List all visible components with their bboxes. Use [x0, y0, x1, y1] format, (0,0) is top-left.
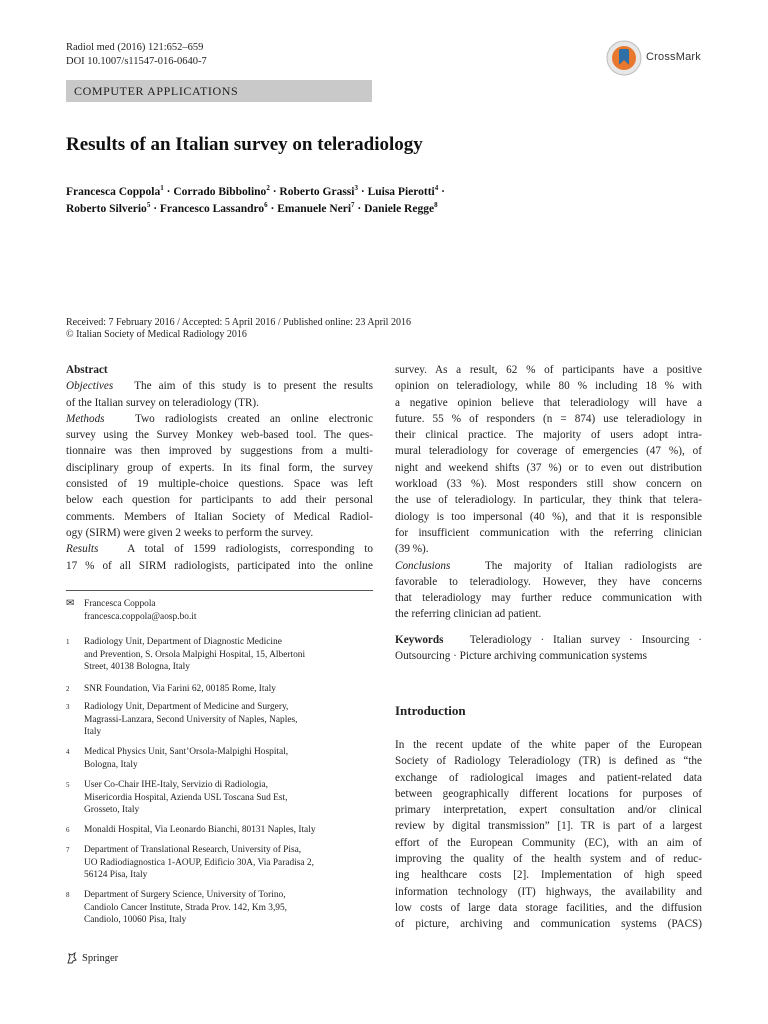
intro-line: Society of Radiology Teleradiology (TR) is defined as “the — [395, 755, 702, 768]
results-label: Results — [66, 543, 99, 556]
abstract-line: workload (33 %). Most responders still show concern on — [395, 478, 702, 491]
author-name[interactable]: Corrado Bibbolino — [173, 185, 267, 198]
author-line-2: Roberto Silverio$^5$ · Francesco Lassandro$^6$ · Emanuele Neri$^7$ · Daniele Regge$^8$ — [66, 201, 438, 215]
abstract-line: survey using the Survey Monkey web-based tool. The ques- — [66, 429, 373, 442]
correspondence-block — [66, 598, 373, 623]
author-name[interactable]: Luisa Pierotti — [367, 185, 435, 198]
abstract-line: disciplinary group of experts. In its final form, the survey — [66, 461, 373, 474]
author-name[interactable]: Francesco Lassandro — [159, 202, 265, 215]
abstract-line: a negative opinion believe that teleradiology will have a — [395, 396, 702, 409]
copyright-line: © Italian Society of Medical Radiology 2016 — [66, 329, 247, 340]
doi-line[interactable]: DOI 10.1007/s11547-016-0640-7 — [66, 56, 207, 67]
correspondence-email[interactable]: francesca.coppola@aosp.bo.it — [84, 611, 197, 622]
abstract-line: opinion on teleradiology, while 80 % including 18 % with — [395, 380, 702, 393]
journal-citation: Radiol med (2016) 121:652–659 — [66, 42, 204, 53]
abstract-line: tionnaire was then improved by suggestions from a multi- — [66, 445, 373, 458]
crossmark-label[interactable]: CrossMark — [646, 51, 701, 63]
author-name[interactable]: Roberto Grassi — [279, 185, 355, 198]
abstract-line: Methods Two radiologists created an online electronic — [66, 412, 373, 425]
abstract-line: below each question for participants to add their personal — [66, 494, 373, 507]
intro-line: review by digital transmission” [1]. TR is part of a largest — [395, 820, 702, 833]
abstract-line: 17 % of all SIRM radiologists, participated into the online — [66, 559, 373, 572]
intro-line: low costs of large data storage facilities, and the diffusion — [395, 901, 702, 914]
envelope-icon: ✉ — [66, 598, 75, 609]
abstract-line: that teleradiology may further reduce communication with — [395, 592, 702, 605]
springer-horse-icon — [66, 952, 78, 964]
abstract-line: their clinical practice. The majority of users adopt intra- — [395, 429, 702, 442]
abstract-line: mural teleradiology for coverage of emergencies (47 %), of — [395, 445, 702, 458]
crossmark-icon[interactable] — [606, 40, 642, 76]
article-title: Results of an Italian survey on teleradiology — [66, 134, 423, 155]
author-line-1: Francesca Coppola$^1$ · Corrado Bibbolino$^2$ · Roberto Grassi$^3$ · Luisa Pierotti$^4$ · — [66, 184, 445, 198]
intro-line: improving the quality of the health system and of reduc- — [395, 853, 702, 866]
author-name[interactable]: Francesca Coppola — [66, 185, 161, 198]
abstract-line: night and weekend shifts (37 %) or to even out distribution — [395, 461, 702, 474]
abstract-right-column — [395, 362, 702, 664]
abstract-line: consisted of 19 multiple-choice questions. Space was left — [66, 478, 373, 491]
publisher-footer — [66, 952, 118, 964]
keywords-line-2: Outsourcing · Picture archiving communication systems — [395, 650, 647, 663]
abstract-line: comments. Members of Italian Society of Medical Radiol- — [66, 510, 373, 523]
intro-line: effort of the European Community (EC), with an aim of — [395, 836, 702, 849]
abstract-left-column — [66, 362, 373, 574]
abstract-line: the use of teleradiology. In particular, they think that telera- — [395, 494, 702, 507]
abstract-line: the referring clinician ad patient. — [395, 608, 542, 621]
intro-line: between geographically different locations for purposes of — [395, 787, 702, 800]
intro-line: of picture, archiving and communication systems (PACS) — [395, 918, 702, 931]
correspondence-name: Francesca Coppola — [84, 599, 156, 609]
intro-line: information technology (IT) highways, the availability and — [395, 885, 702, 898]
objectives-label: Objectives — [66, 380, 114, 393]
abstract-heading: Abstract — [66, 364, 108, 376]
intro-line: exchange of radiological images and patient-related data — [395, 771, 702, 784]
author-name[interactable]: Roberto Silverio — [66, 202, 147, 215]
author-name[interactable]: Emanuele Neri — [277, 202, 352, 215]
author-name[interactable]: Daniele Regge — [364, 202, 435, 215]
footnote-divider — [66, 590, 373, 591]
abstract-line: diology is too impersonal (40 %), and that it is responsible — [395, 510, 702, 523]
abstract-line: Results A total of 1599 radiologists, corresponding to — [66, 543, 374, 556]
section-label: COMPUTER APPLICATIONS — [74, 84, 239, 98]
abstract-line: survey. As a result, 62 % of participants have a positive — [395, 364, 702, 376]
received-dates: Received: 7 February 2016 / Accepted: 5 April 2016 / Published online: 23 April 2016 — [66, 317, 411, 328]
keywords-label: Keywords — [395, 633, 444, 646]
methods-label: Methods — [66, 412, 105, 425]
keywords-line-1: Keywords Teleradiology · Italian survey · Insourcing · — [395, 633, 702, 646]
abstract-line: Objectives The aim of this study is to present the results — [66, 380, 373, 393]
intro-line: ing healthcare costs [2]. Implementation of high speed — [395, 869, 702, 882]
abstract-line: (39 %). — [395, 543, 429, 556]
abstract-line: future. 55 % of responders (n = 874) use teleradiology in — [395, 412, 702, 425]
section-banner — [66, 80, 372, 102]
abstract-line: Conclusions The majority of Italian radiologists are — [395, 559, 702, 572]
introduction-heading: Introduction — [395, 703, 466, 718]
conclusions-label: Conclusions — [395, 559, 451, 572]
abstract-line: ogy (SIRM) were given 2 weeks to perform the survey. — [66, 526, 314, 539]
abstract-line: of the Italian survey on teleradiology (TR). — [66, 396, 259, 409]
introduction-body — [395, 737, 702, 933]
intro-line: primary interpretation, expert consultation and/or clinical — [395, 804, 702, 817]
publisher-name: Springer — [82, 952, 119, 964]
abstract-line: for insufficient communication with the referring clinician — [395, 526, 702, 539]
intro-line: In the recent update of the white paper of the European — [395, 739, 702, 751]
abstract-line: favorable to teleradiology. However, they have concerns — [395, 575, 702, 588]
